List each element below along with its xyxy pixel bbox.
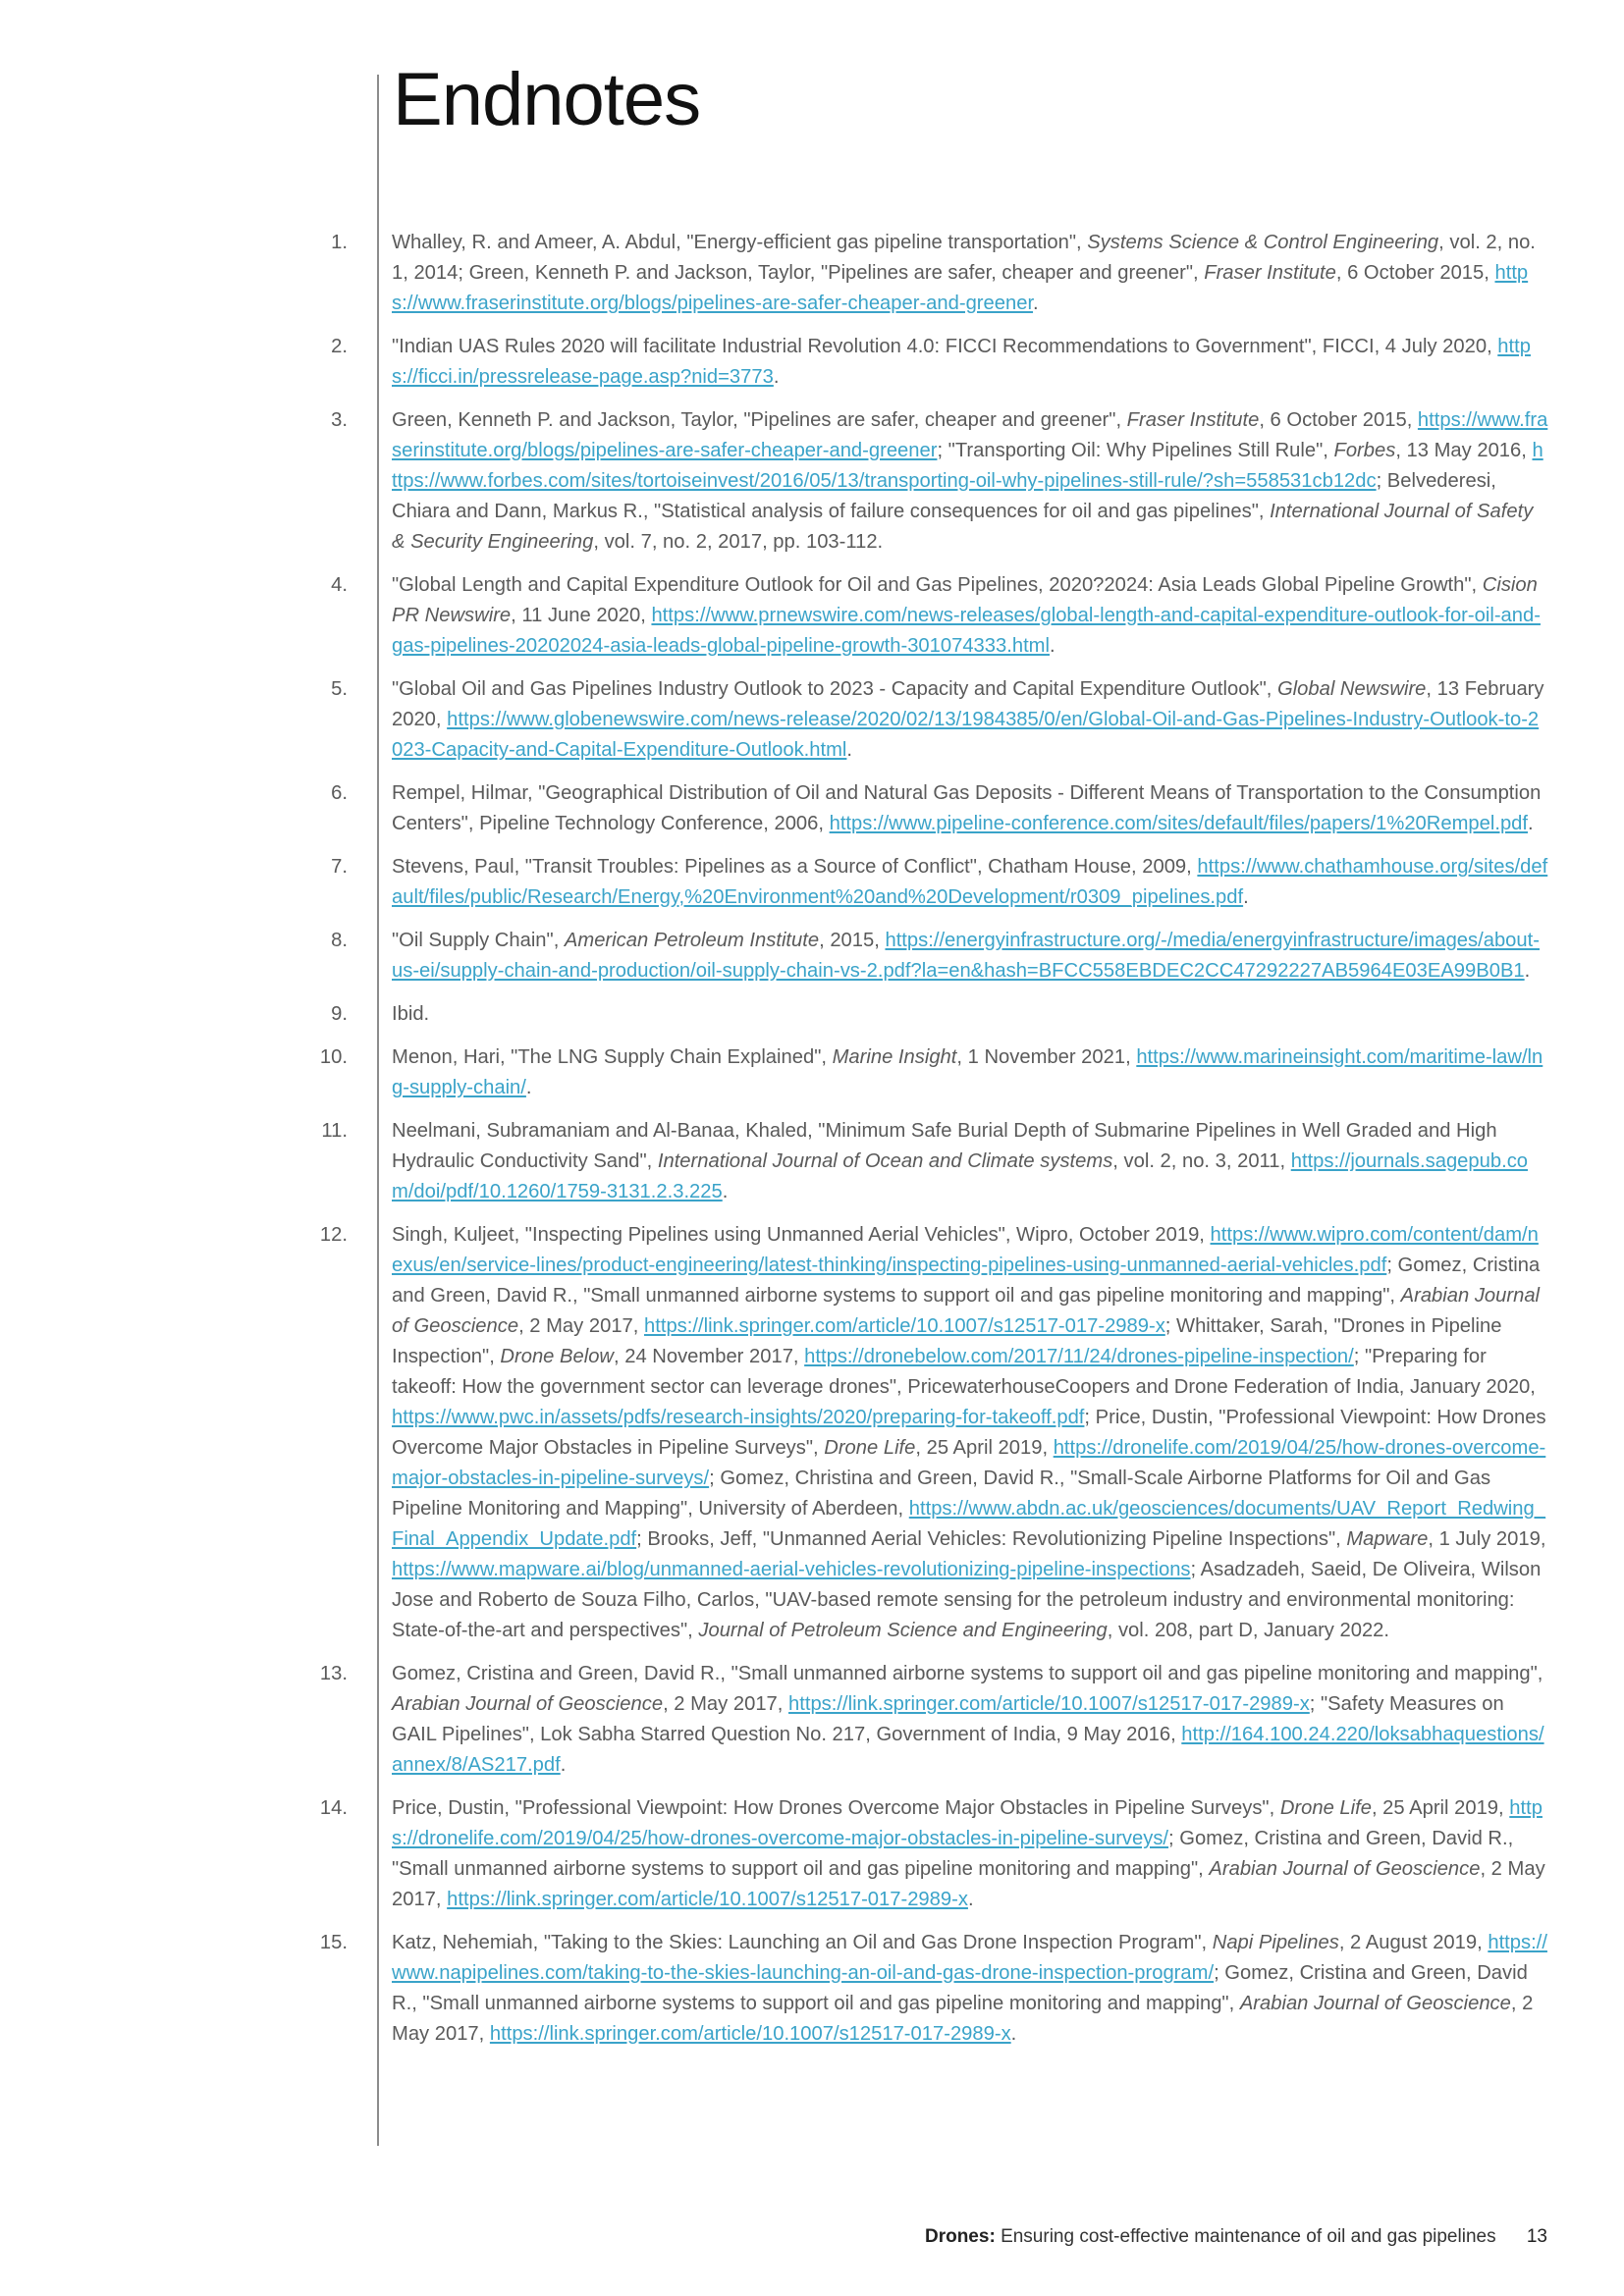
endnote-item [0, 926, 1624, 987]
endnote-link[interactable]: https://www.chathamhouse.org/sites/default/files/public/Research/Energy,%20Environment%20and%20Development/r0309_pipelines.pdf [392, 856, 1548, 908]
endnote-text-segment: . [560, 1754, 567, 1776]
endnote-source-title: Systems Science & Control Engineering [1087, 232, 1439, 253]
endnote-text-segment: Singh, Kuljeet, "Inspecting Pipelines using Unmanned Aerial Vehicles", Wipro, October 2019, [392, 1224, 1211, 1246]
endnote-text [392, 332, 1548, 393]
endnote-text [392, 778, 1548, 839]
page-number: 13 [1526, 2226, 1547, 2247]
endnotes-list [0, 228, 1624, 2062]
endnote-text-segment: . [773, 366, 780, 388]
endnote-text-segment: . [1528, 813, 1534, 834]
endnote-item [0, 1793, 1624, 1915]
endnote-source-title: Forbes [1333, 440, 1396, 461]
endnote-text-segment: , vol. 2, no. 3, 2011, [1112, 1150, 1291, 1172]
endnote-source-title: International Journal of Safety & Security Engineering [392, 501, 1534, 553]
endnote-text-segment: . [967, 1889, 974, 1910]
endnote-text-segment: Gomez, Cristina and Green, David R., "Small unmanned airborne systems to support oil and gas pipeline monitoring and mapping", [392, 1663, 1543, 1684]
endnote-text-segment: , 2 May 2017, [392, 1858, 1545, 1910]
endnote-source-title: Mapware [1346, 1528, 1429, 1550]
endnote-text-segment: , 6 October 2015, [1335, 262, 1495, 284]
endnote-text-segment: Stevens, Paul, "Transit Troubles: Pipelines as a Source of Conflict", Chatham House, 2009, [392, 856, 1198, 878]
endnote-number: 5. [331, 678, 348, 700]
endnote-source-title: Drone Below [500, 1346, 614, 1367]
endnote-link[interactable]: https://www.wipro.com/content/dam/nexus/en/service-lines/product-engineering/latest-thinking/inspecting-pipelines-using-unmanned-aerial-vehicles.pdf [392, 1224, 1539, 1276]
endnote-text-segment: ; Gomez, Cristina and Green, David R., "Small unmanned airborne systems to support oil and gas pipeline monitoring and mapping", [392, 1255, 1541, 1307]
endnote-number: 6. [331, 782, 348, 804]
endnote-text-segment: . [1243, 886, 1249, 908]
endnote-text-segment: , 2 May 2017, [663, 1693, 788, 1715]
endnote-text-segment: , vol. 208, part D, January 2022. [1107, 1620, 1390, 1641]
endnote-number: 14. [319, 1797, 348, 1819]
endnote-text-segment: , 2 August 2019, [1338, 1932, 1489, 1953]
endnote-text-segment: , vol. 7, no. 2, 2017, pp. 103-112. [593, 531, 884, 553]
endnote-number: 15. [319, 1932, 348, 1953]
endnote-link[interactable]: https://ficci.in/pressrelease-page.asp?nid=3773 [392, 336, 1531, 388]
endnote-source-title: Global Newswire [1276, 678, 1427, 700]
endnote-number: 1. [331, 232, 348, 253]
endnote-text-segment: , 6 October 2015, [1259, 409, 1418, 431]
endnote-number: 11. [321, 1120, 348, 1142]
endnote-link[interactable]: https://link.springer.com/article/10.1007/s12517-017-2989-x [788, 1693, 1310, 1715]
endnote-text-segment: , 2 May 2017, [518, 1315, 644, 1337]
endnote-text-segment: Neelmani, Subramaniam and Al-Banaa, Khaled, "Minimum Safe Burial Depth of Submarine Pipelines in Well Graded and High Hydraulic Conductivity Sand", [392, 1120, 1497, 1172]
endnote-source-title: Arabian Journal of Geoscience [1209, 1858, 1481, 1880]
page-title: Endnotes [393, 58, 701, 141]
endnote-text-segment: . [722, 1181, 729, 1202]
endnote-item [0, 1042, 1624, 1103]
endnote-item [0, 674, 1624, 766]
endnote-number: 8. [331, 930, 348, 951]
endnote-number: 4. [331, 574, 348, 596]
endnote-text-segment: ; Gomez, Cristina and Green, David R., "Small unmanned airborne systems to support oil and gas pipeline monitoring and mapping", [392, 1962, 1528, 2014]
endnote-link[interactable]: https://www.globenewswire.com/news-release/2020/02/13/1984385/0/en/Global-Oil-and-Gas-Pipelines-Industry-Outlook-to-2023-Capacity-and-Capital-Expenditure-Outlook.html [392, 709, 1540, 761]
endnote-text-segment: , 11 June 2020, [511, 605, 652, 626]
endnote-link[interactable]: https://www.abdn.ac.uk/geosciences/documents/UAV_Report_Redwing_Final_Appendix_Update.pdf [392, 1498, 1545, 1550]
endnote-text [392, 1220, 1548, 1646]
endnote-text [392, 852, 1548, 913]
endnote-item [0, 1116, 1624, 1207]
endnote-text-segment: ; Brooks, Jeff, "Unmanned Aerial Vehicles: Revolutionizing Pipeline Inspections", [636, 1528, 1347, 1550]
endnote-text-segment: . [846, 739, 853, 761]
endnote-text-segment: "Global Length and Capital Expenditure Outlook for Oil and Gas Pipelines, 2020?2024: Asia Leads Global Pipeline Growth", [392, 574, 1483, 596]
endnote-text-segment: Price, Dustin, "Professional Viewpoint: How Drones Overcome Major Obstacles in Pipeline Surveys", [392, 1797, 1280, 1819]
endnote-source-title: Cision PR Newswire [392, 574, 1538, 626]
endnote-source-title: Marine Insight [832, 1046, 957, 1068]
endnote-text-segment: . [525, 1077, 532, 1098]
endnote-text-segment: Ibid. [392, 1003, 430, 1025]
endnote-link[interactable]: https://www.forbes.com/sites/tortoiseinvest/2016/05/13/transporting-oil-why-pipelines-still-rule/?sh=558531cb12dc [392, 440, 1543, 492]
endnote-text-segment: Rempel, Hilmar, "Geographical Distribution of Oil and Natural Gas Deposits - Different Means of Transportation to the Consumption Centers", Pipeline Technology Conference, 2006, [392, 782, 1542, 834]
endnote-text-segment: ; "Transporting Oil: Why Pipelines Still Rule", [937, 440, 1334, 461]
endnote-text [392, 405, 1548, 558]
endnote-link[interactable]: https://www.pwc.in/assets/pdfs/research-insights/2020/preparing-for-takeoff.pdf [392, 1407, 1085, 1428]
endnote-text-segment: Green, Kenneth P. and Jackson, Taylor, "Pipelines are safer, cheaper and greener", [392, 409, 1127, 431]
endnote-source-title: American Petroleum Institute [564, 930, 820, 951]
endnote-link[interactable]: https://link.springer.com/article/10.1007/s12517-017-2989-x [489, 2023, 1011, 2045]
endnote-item [0, 1220, 1624, 1646]
endnote-text-segment: ; "Preparing for takeoff: How the government sector can leverage drones", PricewaterhouseCoopers and Drone Federation of India, January 2020, [392, 1346, 1536, 1398]
endnote-text-segment: Menon, Hari, "The LNG Supply Chain Explained", [392, 1046, 833, 1068]
endnote-number: 2. [331, 336, 348, 357]
endnote-text-segment: ; Gomez, Christina and Green, David R., "Small-Scale Airborne Platforms for Oil and Gas Pipeline Monitoring and Mapping", University of Aberdeen, [392, 1468, 1491, 1520]
endnote-text-segment: , 24 November 2017, [614, 1346, 805, 1367]
endnote-text-segment: . [1033, 293, 1039, 314]
endnote-item [0, 778, 1624, 839]
endnote-text-segment: "Indian UAS Rules 2020 will facilitate Industrial Revolution 4.0: FICCI Recommendations to Government", FICCI, 4 July 2020, [392, 336, 1498, 357]
footer-brand: Drones: [924, 2226, 996, 2247]
endnote-number: 13. [319, 1663, 348, 1684]
endnote-text-segment: , 2 May 2017, [392, 1993, 1534, 2045]
endnote-source-title: Napi Pipelines [1212, 1932, 1339, 1953]
endnote-source-title: Arabian Journal of Geoscience [392, 1693, 664, 1715]
endnote-source-title: Fraser Institute [1204, 262, 1336, 284]
endnote-text-segment: ; Gomez, Cristina and Green, David R., "Small unmanned airborne systems to support oil and gas pipeline monitoring and mapping", [392, 1828, 1514, 1880]
endnote-text [392, 1659, 1548, 1781]
endnote-text-segment: , 13 May 2016, [1395, 440, 1533, 461]
endnote-item [0, 852, 1624, 913]
endnote-text-segment: , 13 February 2020, [392, 678, 1544, 730]
endnote-link[interactable]: https://www.pipeline-conference.com/sites/default/files/papers/1%20Rempel.pdf [829, 813, 1529, 834]
endnote-text [392, 926, 1548, 987]
endnote-text-segment: , 1 November 2021, [956, 1046, 1137, 1068]
endnote-number: 10. [319, 1046, 348, 1068]
endnote-link[interactable]: https://dronelife.com/2019/04/25/how-drones-overcome-major-obstacles-in-pipeline-surveys/ [392, 1797, 1543, 1849]
endnote-text [392, 1116, 1548, 1207]
endnote-source-title: Drone Life [1279, 1797, 1372, 1819]
endnote-text-segment: ; Whittaker, Sarah, "Drones in Pipeline Inspection", [392, 1315, 1502, 1367]
endnote-item [0, 228, 1624, 319]
endnote-source-title: Journal of Petroleum Science and Engineering [698, 1620, 1108, 1641]
endnote-number: 7. [331, 856, 348, 878]
endnote-text [392, 1793, 1548, 1915]
endnote-text-segment: . [1010, 2023, 1017, 2045]
endnote-source-title: Fraser Institute [1126, 409, 1260, 431]
endnote-text [392, 674, 1548, 766]
endnote-text-segment: Katz, Nehemiah, "Taking to the Skies: Launching an Oil and Gas Drone Inspection Program", [392, 1932, 1213, 1953]
endnote-source-title: International Journal of Ocean and Climate systems [657, 1150, 1113, 1172]
endnote-link[interactable]: https://www.marineinsight.com/maritime-law/lng-supply-chain/ [392, 1046, 1543, 1098]
endnote-link[interactable]: https://journals.sagepub.com/doi/pdf/10.1260/1759-3131.2.3.225 [392, 1150, 1529, 1202]
endnote-text [392, 228, 1548, 319]
endnote-link[interactable]: https://link.springer.com/article/10.1007/s12517-017-2989-x [447, 1889, 968, 1910]
endnote-number: 9. [331, 1003, 348, 1025]
endnote-link[interactable]: https://www.napipelines.com/taking-to-the-skies-launching-an-oil-and-gas-drone-inspection-program/ [392, 1932, 1547, 1984]
endnote-text-segment: , 25 April 2019, [915, 1437, 1054, 1459]
endnote-link[interactable]: https://www.prnewswire.com/news-releases/global-length-and-capital-expenditure-outlook-for-oil-and-gas-pipelines-20202024-asia-leads-global-pipeline-growth-301074333.html [392, 605, 1541, 657]
endnote-link[interactable]: https://link.springer.com/article/10.1007/s12517-017-2989-x [644, 1315, 1165, 1337]
endnote-text-segment: ; Asadzadeh, Saeid, De Oliveira, Wilson Jose and Roberto de Souza Filho, Carlos, "UAV-based remote sensing for the petroleum industry and environmental monitoring: State-of-the-art and perspectives", [392, 1559, 1542, 1641]
endnote-item [0, 332, 1624, 393]
endnote-text-segment: , 25 April 2019, [1371, 1797, 1510, 1819]
endnote-text-segment: "Oil Supply Chain", [392, 930, 565, 951]
endnote-item [0, 570, 1624, 662]
endnote-text [392, 1042, 1548, 1103]
endnote-link[interactable]: https://www.mapware.ai/blog/unmanned-aerial-vehicles-revolutionizing-pipeline-inspections [392, 1559, 1191, 1580]
endnote-item [0, 1928, 1624, 2050]
endnote-item [0, 405, 1624, 558]
endnote-source-title: Arabian Journal of Geoscience [392, 1285, 1541, 1337]
endnote-text-segment: , 1 July 2019, [1428, 1528, 1546, 1550]
endnote-text-segment: Whalley, R. and Ameer, A. Abdul, "Energy-efficient gas pipeline transportation", [392, 232, 1088, 253]
endnote-link[interactable]: https://dronebelow.com/2017/11/24/drones-pipeline-inspection/ [804, 1346, 1354, 1367]
endnote-text-segment: . [1524, 960, 1531, 982]
endnote-link[interactable]: https://dronelife.com/2019/04/25/how-drones-overcome-major-obstacles-in-pipeline-surveys/ [392, 1437, 1546, 1489]
endnote-text-segment: ; Price, Dustin, "Professional Viewpoint: How Drones Overcome Major Obstacles in Pipeline Surveys", [392, 1407, 1546, 1459]
footer-subtitle: Ensuring cost-effective maintenance of oil and gas pipelines [1001, 2226, 1496, 2247]
endnote-source-title: Arabian Journal of Geoscience [1239, 1993, 1511, 2014]
endnote-text-segment: "Global Oil and Gas Pipelines Industry Outlook to 2023 - Capacity and Capital Expenditure Outlook", [392, 678, 1277, 700]
endnote-link[interactable]: https://www.fraserinstitute.org/blogs/pipelines-are-safer-cheaper-and-greener [392, 409, 1548, 461]
endnote-text-segment: . [1049, 635, 1056, 657]
endnote-link[interactable]: http://164.100.24.220/loksabhaquestions/annex/8/AS217.pdf [392, 1724, 1544, 1776]
endnote-text-segment: , vol. 2, no. 1, 2014; Green, Kenneth P. and Jackson, Taylor, "Pipelines are safer, cheaper and greener", [392, 232, 1536, 284]
endnote-text-segment: ; "Safety Measures on GAIL Pipelines", Lok Sabha Starred Question No. 217, Government of India, 9 May 2016, [392, 1693, 1504, 1745]
endnote-number: 3. [331, 409, 348, 431]
endnote-link[interactable]: https://energyinfrastructure.org/-/media/energyinfrastructure/images/about-us-ei/supply-chain-and-production/oil-supply-chain-vs-2.pdf?la=en&hash=BFCC558EBDEC2CC47292227AB5964E03EA99B0B1 [392, 930, 1540, 982]
endnote-source-title: Drone Life [824, 1437, 916, 1459]
endnote-text-segment: ; Belvederesi, Chiara and Dann, Markus R., "Statistical analysis of failure consequences for oil and gas pipelines", [392, 470, 1496, 522]
endnote-number: 12. [319, 1224, 348, 1246]
endnote-text [392, 570, 1548, 662]
endnote-item [0, 1659, 1624, 1781]
endnote-text [392, 999, 1548, 1030]
endnote-text [392, 1928, 1548, 2050]
endnote-text-segment: , 2015, [819, 930, 886, 951]
endnote-item [0, 999, 1624, 1030]
page-footer [925, 2226, 1547, 2248]
endnote-link[interactable]: https://www.fraserinstitute.org/blogs/pipelines-are-safer-cheaper-and-greener [392, 262, 1529, 314]
